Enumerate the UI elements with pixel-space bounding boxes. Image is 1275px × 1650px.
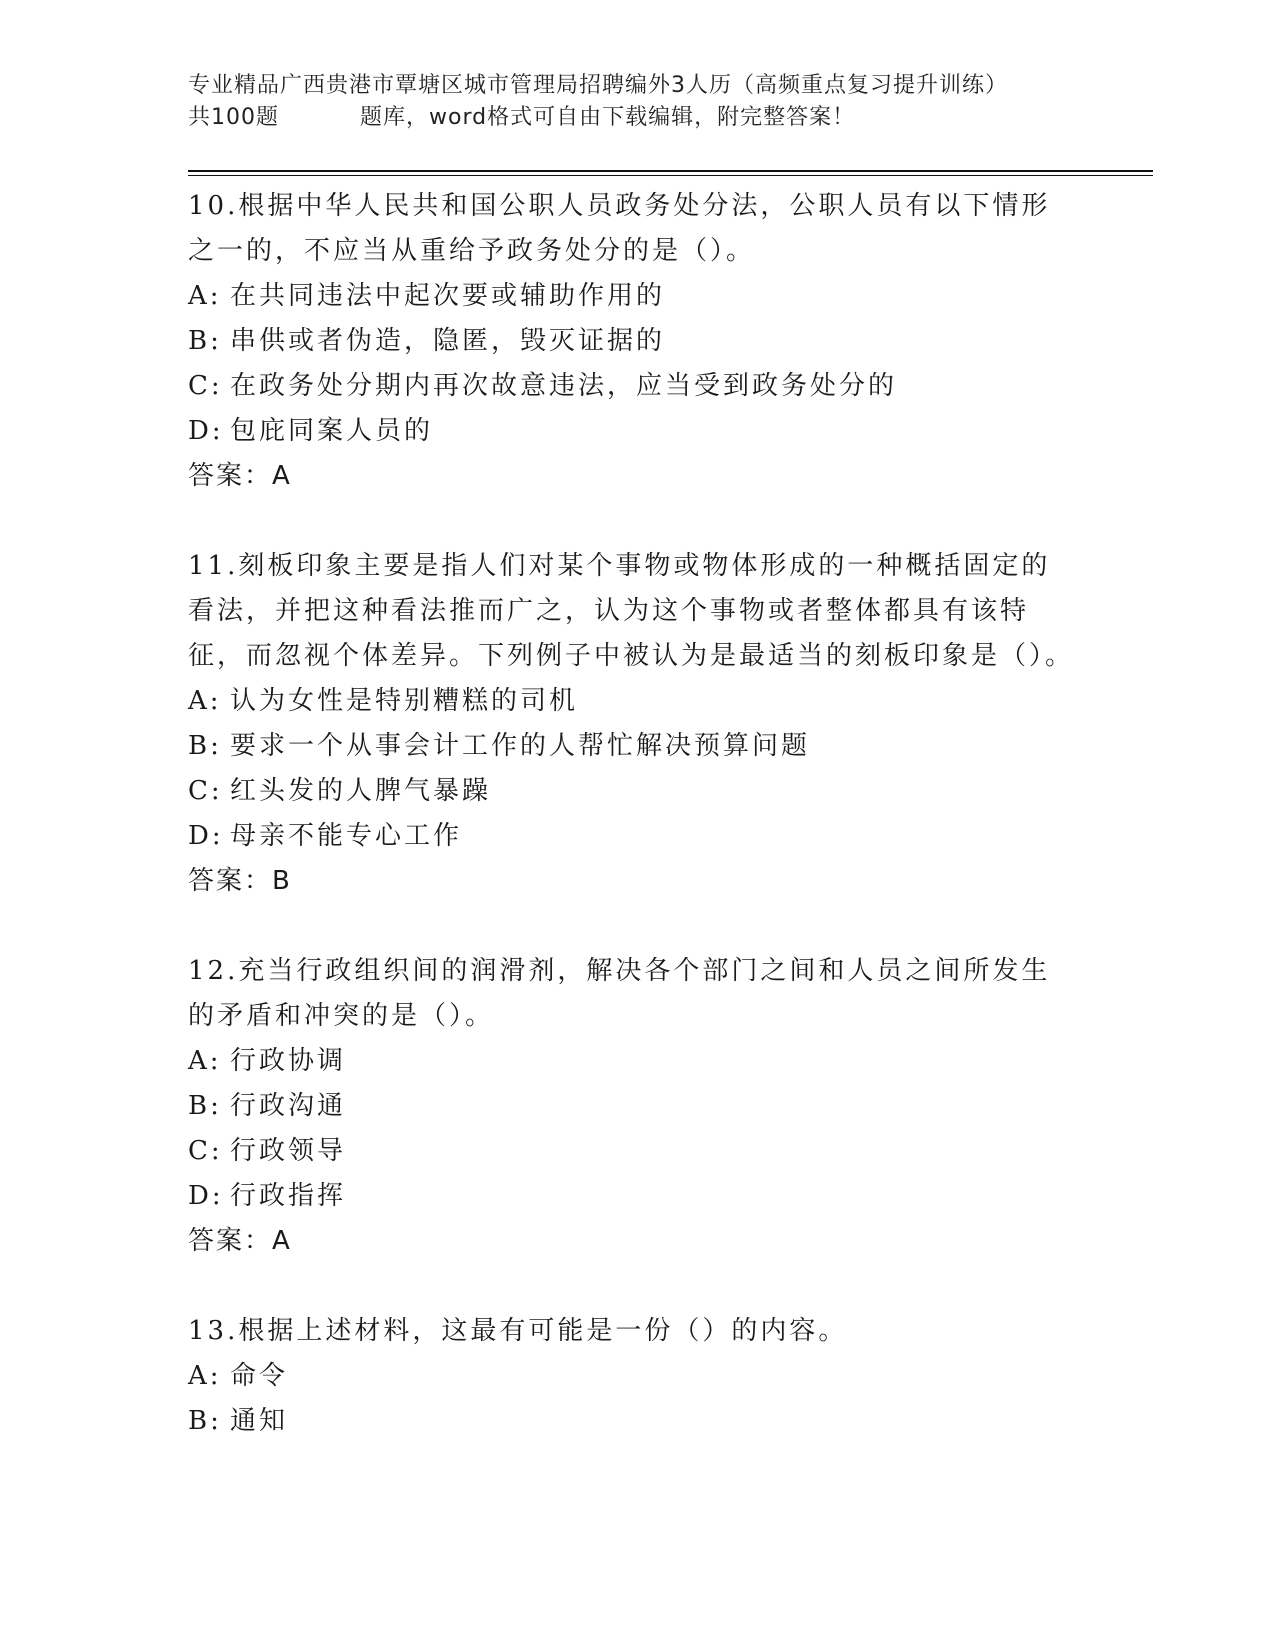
- option-b: B: 要求一个从事会计工作的人帮忙解决预算问题: [188, 731, 811, 761]
- option-a: A: 命令: [188, 1361, 289, 1391]
- option-c: C: 红头发的人脾气暴躁: [188, 776, 492, 806]
- option-c: C: 在政务处分期内再次故意违法，应当受到政务处分的: [188, 371, 898, 401]
- option-a: A: 在共同违法中起次要或辅助作用的: [188, 281, 666, 311]
- question-11: [188, 544, 1153, 904]
- option-a: A: 认为女性是特别糟糕的司机: [188, 686, 579, 716]
- question-text: 11.刻板印象主要是指人们对某个事物或物体形成的一种概括固定的看法，并把这种看法推而广之，认为这个事物或者整体都具有该特征，而忽视个体差异。下列例子中被认为是最适当的刻板印象是（）。: [188, 551, 1075, 671]
- header-subtitle: [188, 102, 1153, 134]
- answer-line: 答案：A: [188, 1226, 292, 1256]
- question-text: 10.根据中华人民共和国公职人员政务处分法，公职人员有以下情形之一的，不应当从重给予政务处分的是（）。: [188, 191, 1051, 266]
- option-b: B: 通知: [188, 1406, 289, 1436]
- question-10: [188, 184, 1153, 499]
- question-text: 13.根据上述材料，这最有可能是一份（）的内容。: [188, 1316, 848, 1346]
- question-count: 共100题: [188, 105, 279, 130]
- answer-line: 答案：A: [188, 461, 292, 491]
- option-a: A: 行政协调: [188, 1046, 347, 1076]
- option-b: B: 行政沟通: [188, 1091, 347, 1121]
- question-12: [188, 949, 1153, 1264]
- document-page: [188, 70, 1153, 1444]
- question-text: 12.充当行政组织间的润滑剂，解决各个部门之间和人员之间所发生的矛盾和冲突的是（）。: [188, 956, 1051, 1031]
- header-divider: [188, 170, 1153, 176]
- answer-line: 答案：B: [188, 866, 292, 896]
- header-title: 专业精品广西贵港市覃塘区城市管理局招聘编外3人历（高频重点复习提升训练）: [188, 73, 1008, 98]
- header-description: 题库，word格式可自由下载编辑，附完整答案！: [360, 105, 856, 130]
- option-d: D: 行政指挥: [188, 1181, 347, 1211]
- option-c: C: 行政领导: [188, 1136, 347, 1166]
- option-d: D: 包庇同案人员的: [188, 416, 434, 446]
- option-b: B: 串供或者伪造，隐匿，毁灭证据的: [188, 326, 666, 356]
- question-13: [188, 1309, 1153, 1444]
- question-list: [188, 184, 1153, 1444]
- document-header: [188, 70, 1153, 134]
- option-d: D: 母亲不能专心工作: [188, 821, 463, 851]
